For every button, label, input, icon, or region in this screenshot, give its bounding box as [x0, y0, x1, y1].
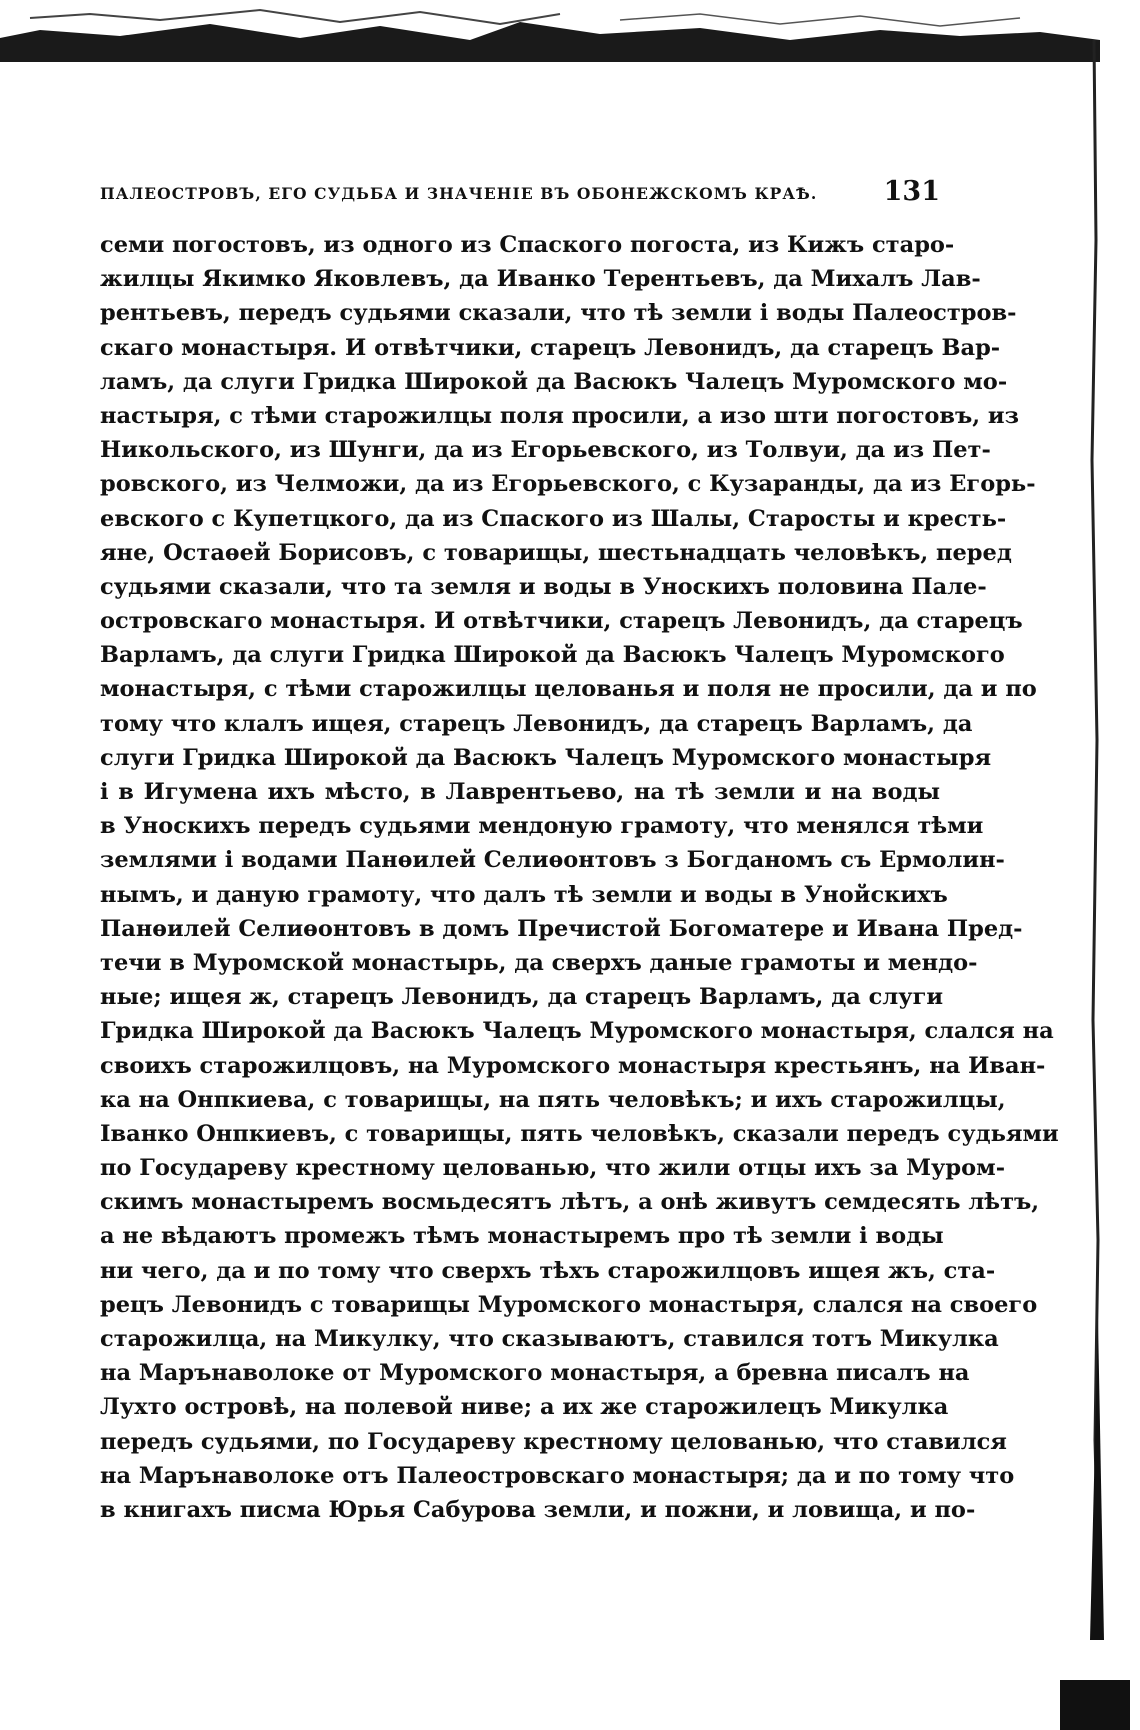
- text-line: на Марънаволоке от Муромского монастыря, а бревна писалъ на: [100, 1360, 970, 1387]
- text-line: на Марънаволоке отъ Палеостровскаго монастыря; да и по тому что: [100, 1462, 1015, 1489]
- text-line: по Государеву крестному целованью, что жили отцы ихъ за Муром-: [100, 1155, 1006, 1182]
- page-number: 131: [883, 176, 940, 207]
- scan-top-edge-artifact: [0, 0, 1100, 62]
- text-line: ламъ, да слуги Гридка Широкой да Васюкъ Чалецъ Муромского мо-: [100, 368, 1008, 395]
- text-line: нымъ, и даную грамоту, что далъ тѣ земли и воды в Унойскихъ: [100, 881, 948, 908]
- text-line: старожилца, на Микулку, что сказываютъ, ставился тотъ Микулка: [100, 1326, 999, 1352]
- text-line: настыря, с тѣми старожилцы поля просили, а изо шти погостовъ, из: [100, 402, 1019, 429]
- text-line: Іванко Онпкиевъ, с товарищы, пять человѣкъ, сказали передъ судьями: [100, 1120, 1059, 1147]
- text-line: монастыря, с тѣми старожилцы целованья и поля не просили, да и по: [100, 676, 1037, 703]
- text-line: рецъ Левонидъ с товарищы Муромского монастыря, слался на своего: [100, 1291, 1038, 1318]
- scan-right-edge-artifact: [1080, 40, 1110, 1640]
- text-line: скаго монастыря. И отвѣтчики, старецъ Левонидъ, да старецъ Вар-: [100, 334, 1001, 361]
- text-line: рентьевъ, передъ судьями сказали, что тѣ земли і воды Палеостров-: [100, 300, 1017, 327]
- text-line: землями і водами Панѳилей Селиѳонтовъ з Богданомъ съ Ермолин-: [100, 847, 1005, 874]
- text-line: в книгахъ писма Юрья Сабурова земли, и пожни, и ловища, и по-: [100, 1496, 976, 1523]
- text-line: евского с Купетцкого, да из Спаского из Шалы, Старосты и кресть-: [100, 505, 1007, 532]
- text-line: ка на Онпкиева, с товарищы, на пять человѣкъ; и ихъ старожилцы,: [100, 1086, 1006, 1113]
- running-head: ПАЛЕОСТРОВЪ, ЕГО СУДЬБА И ЗНАЧЕНІЕ ВЪ ОБОНЕЖСКОМЪ КРАѢ.: [100, 184, 818, 203]
- text-line: своихъ старожилцовъ, на Муромского монастыря крестьянъ, на Иван-: [100, 1052, 1046, 1079]
- text-line: островскаго монастыря. И отвѣтчики, старецъ Левонидъ, да старецъ: [100, 608, 1023, 635]
- text-line: а не вѣдаютъ промежъ тѣмъ монастыремъ про тѣ земли і воды: [100, 1223, 944, 1250]
- text-line: тому что клалъ ищея, старецъ Левонидъ, да старецъ Варламъ, да: [100, 710, 973, 737]
- text-line: в Уноскихъ передъ судьями мендоную грамоту, что менялся тѣми: [100, 813, 984, 840]
- text-line: Варламъ, да слуги Гридка Широкой да Васюкъ Чалецъ Муромского: [100, 642, 1005, 669]
- text-line: Никольского, из Шунги, да из Егорьевского, из Толвуи, да из Пет-: [100, 437, 991, 464]
- text-line: і в Игумена ихъ мѣсто, в Лаврентьево, на тѣ земли и на воды: [100, 779, 940, 805]
- text-line: жилцы Якимко Яковлевъ, да Иванко Терентьевъ, да Михалъ Лав-: [100, 266, 981, 293]
- text-line: Лухто островѣ, на полевой ниве; а их же старожилецъ Микулка: [100, 1394, 949, 1421]
- page-header: [100, 176, 940, 216]
- text-line: судьями сказали, что та земля и воды в Уноскихъ половина Пале-: [100, 573, 987, 600]
- text-line: Гридка Широкой да Васюкъ Чалецъ Муромского монастыря, слался на: [100, 1018, 1054, 1045]
- text-line: яне, Остаѳей Борисовъ, с товарищы, шестьнадцать человѣкъ, перед: [100, 539, 1012, 566]
- scan-corner-artifact: [1060, 1680, 1130, 1730]
- text-line: течи в Муромской монастырь, да сверхъ даные грамоты и мендо-: [100, 949, 978, 976]
- text-line: ни чего, да и по тому что сверхъ тѣхъ старожилцовъ ищея жъ, ста-: [100, 1257, 996, 1284]
- text-line: семи погостовъ, из одного из Спаского погоста, из Кижъ старо-: [100, 232, 955, 258]
- body-text: [100, 228, 1059, 1527]
- text-line: передъ судьями, по Государеву крестному целованью, что ставился: [100, 1428, 1007, 1455]
- text-line: Панѳилей Селиѳонтовъ в домъ Пречистой Богоматере и Ивана Пред-: [100, 915, 1023, 942]
- text-line: слуги Гридка Широкой да Васюкъ Чалецъ Муромского монастыря: [100, 744, 992, 771]
- text-line: ровского, из Челможи, да из Егорьевского, с Кузаранды, да из Егорь-: [100, 471, 1036, 498]
- text-line: ные; ищея ж, старецъ Левонидъ, да старецъ Варламъ, да слуги: [100, 984, 944, 1011]
- text-line: скимъ монастыремъ восмьдесятъ лѣтъ, а онѣ живутъ семдесять лѣтъ,: [100, 1189, 1040, 1216]
